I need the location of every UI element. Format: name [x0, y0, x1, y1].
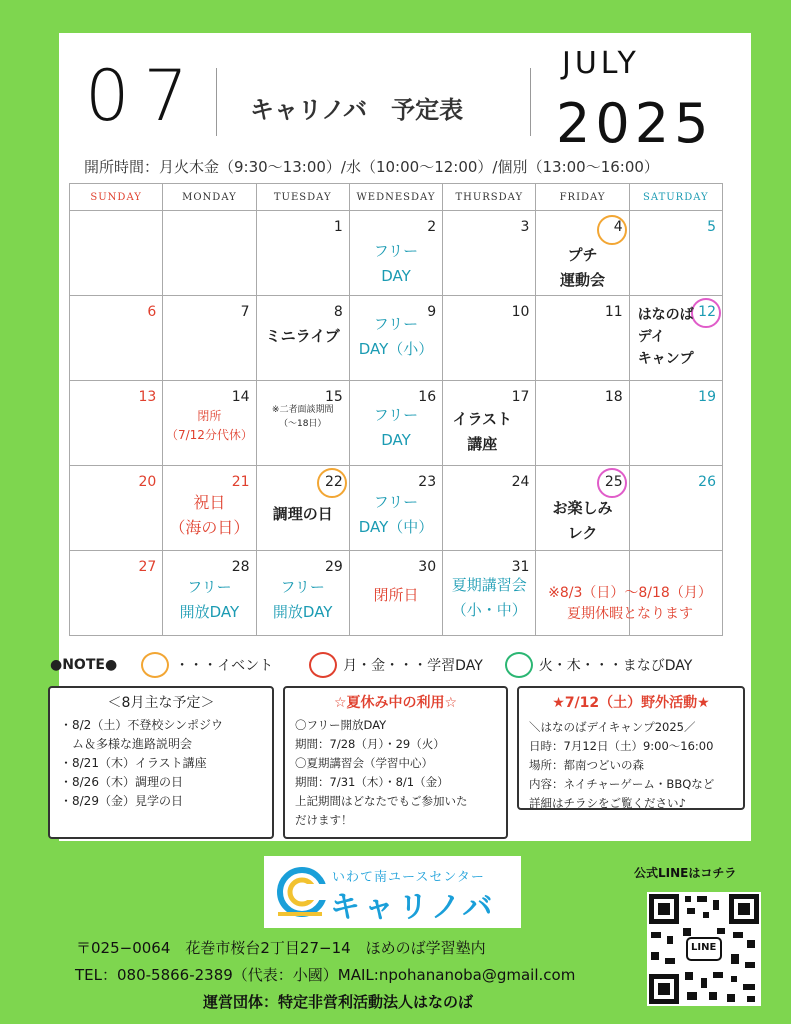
footer-contact[interactable]: TEL：080-5866-2389（代表：小國）MAIL:npohananoba@gmail.com	[75, 966, 576, 984]
footer	[0, 935, 640, 1016]
day-cell	[629, 381, 722, 466]
legend	[50, 652, 692, 678]
page-title: キャリノバ 予定表	[250, 96, 464, 124]
day-number: 24	[511, 474, 530, 490]
day-event: 祝日 （海の日）	[169, 493, 250, 537]
day-cell	[536, 381, 629, 466]
month-number: 07	[85, 55, 203, 137]
day-cell	[629, 466, 722, 551]
summer-break-note: ※8/3（日）〜8/18（月） 夏期休暇となります	[548, 585, 712, 622]
weekday-header: TUESDAY	[256, 184, 349, 211]
day-number: 10	[511, 304, 530, 320]
day-cell	[349, 551, 442, 636]
day-event: 夏期講習会 （小・中）	[451, 576, 527, 619]
weekday-header: WEDNESDAY	[349, 184, 442, 211]
day-number: 23	[418, 474, 437, 490]
day-number: 29	[325, 559, 343, 575]
day-cell	[163, 381, 256, 466]
weekday-header: FRIDAY	[536, 184, 629, 211]
legend-event: ・・・イベント	[175, 658, 274, 674]
day-cell	[256, 466, 349, 551]
day-event: フリー DAY（小）	[358, 315, 434, 358]
day-cell	[256, 381, 349, 466]
box-body: ・8/2（土）不登校シンポジウ ム＆多様な進路説明会 ・8/21（木）イラスト講座 ・8/26（木）調理の日 ・8/29（金）見学の日	[60, 718, 224, 808]
day-event: プチ 運動会	[560, 246, 606, 289]
calendar-week	[70, 211, 723, 296]
day-number: 14	[231, 389, 250, 405]
day-cell	[443, 466, 536, 551]
calendar-week	[70, 381, 723, 466]
event-ring-icon	[141, 652, 169, 678]
weekday-header: MONDAY	[163, 184, 256, 211]
day-event: 調理の日	[272, 505, 333, 523]
day-cell	[70, 296, 163, 381]
day-number: 11	[604, 304, 623, 320]
day-cell	[443, 296, 536, 381]
footer-address: 〒025−0064 花巻市桜台2丁目27−14 ほめのば学習塾内	[76, 939, 486, 957]
day-event: フリー DAY	[373, 406, 419, 449]
box-title: ☆夏休み中の利用☆	[333, 695, 458, 711]
day-number: 3	[520, 219, 530, 235]
day-event: フリー 開放DAY	[272, 578, 333, 621]
box-title: ★7/12（土）野外活動★	[552, 695, 710, 711]
header-divider	[530, 68, 531, 136]
org-logo	[264, 856, 521, 928]
legend-study: 月・金・・・学習DAY	[343, 658, 483, 674]
day-number: 26	[698, 474, 716, 490]
day-event: 閉所日	[373, 586, 419, 604]
qr-line-text: LINE	[691, 942, 717, 953]
day-number: 21	[231, 474, 250, 490]
study-ring-icon	[309, 652, 337, 678]
month-name: JULY	[562, 46, 640, 81]
day-cell	[349, 296, 442, 381]
logo-mark-icon	[272, 862, 332, 922]
day-event: イラスト 講座	[452, 410, 513, 453]
manabi-ring-icon	[505, 652, 533, 678]
weekday-header: SUNDAY	[70, 184, 163, 211]
day-number: 9	[427, 304, 437, 320]
day-cell	[443, 211, 536, 296]
day-event: フリー 開放DAY	[179, 578, 240, 621]
outdoor-activity-box	[517, 686, 745, 810]
header-divider	[216, 68, 217, 136]
year: 2025	[556, 92, 714, 155]
day-number: 28	[231, 559, 250, 575]
weekday-header-row	[70, 184, 723, 211]
day-number: 30	[418, 559, 437, 575]
august-schedule-box	[48, 686, 274, 839]
day-cell	[163, 296, 256, 381]
weekday-header: THURSDAY	[443, 184, 536, 211]
line-qr-code[interactable]	[647, 892, 761, 1006]
day-cell	[629, 211, 722, 296]
day-cell	[163, 466, 256, 551]
calendar-week	[70, 466, 723, 551]
legend-label: ●NOTE●	[50, 657, 118, 673]
day-cell	[443, 381, 536, 466]
day-event: 閉所 （7/12分代休）	[165, 409, 253, 442]
day-cell-empty	[70, 211, 163, 296]
day-number: 7	[240, 304, 250, 320]
day-cell	[70, 551, 163, 636]
day-number: 15	[325, 389, 343, 405]
day-number: 19	[698, 389, 716, 405]
day-cell	[256, 551, 349, 636]
day-cell	[536, 296, 629, 381]
day-number: 13	[138, 389, 157, 405]
day-cell	[70, 381, 163, 466]
box-body: ＼はなのばデイキャンプ2025／ 日時：7月12日（土）9:00〜16:00 場所：都南つどいの森 内容：ネイチャーゲーム・BBQなど 詳細はチラシをご覧ください♪	[529, 720, 715, 810]
day-number: 4	[613, 219, 623, 235]
logo-title: キャリノバ	[330, 890, 497, 925]
opening-hours: 開所時間：月火木金（9:30〜13:00）/水（10:00〜12:00）/個別（13:00〜16:00）	[84, 158, 659, 176]
day-number: 5	[707, 219, 716, 235]
day-number: 25	[604, 474, 623, 490]
day-cell-empty	[163, 211, 256, 296]
day-cell	[536, 466, 629, 551]
box-body: 〇フリー開放DAY 期間：7/28（月）・29（火） 〇夏期講習会（学習中心） 期間：7/31（木）・8/1（金） 上記期間はどなたでもご参加いた だけます！	[295, 718, 468, 827]
day-cell	[70, 466, 163, 551]
day-cell	[443, 551, 536, 636]
day-number: 17	[511, 389, 530, 405]
day-cell	[629, 296, 722, 381]
day-cell	[256, 296, 349, 381]
day-cell	[349, 211, 442, 296]
summer-usage-box	[283, 686, 508, 839]
legend-manabi: 火・木・・・まなびDAY	[538, 658, 693, 674]
day-event: フリー DAY	[373, 242, 419, 285]
line-label: 公式LINEはコチラ	[634, 866, 737, 880]
day-event: フリー DAY（中）	[358, 493, 434, 536]
day-event: お楽しみ レク	[552, 499, 613, 542]
day-event: ※二者面談期間 （〜18日）	[271, 405, 334, 429]
day-number: 6	[147, 304, 157, 320]
day-number: 1	[333, 219, 343, 235]
day-number: 22	[325, 474, 343, 490]
calendar-grid	[69, 183, 723, 636]
day-event: はなのば デイ キャンプ	[637, 307, 694, 367]
day-cell	[256, 211, 349, 296]
footer-org: 運営団体：特定非営利活動法人はなのば	[203, 993, 474, 1011]
weekday-header: SATURDAY	[629, 184, 722, 211]
day-cell	[536, 211, 629, 296]
day-number: 2	[427, 219, 437, 235]
day-number: 27	[138, 559, 157, 575]
calendar-week	[70, 296, 723, 381]
logo-subtitle: いわて南ユースセンター	[332, 870, 485, 885]
day-number: 12	[698, 304, 716, 320]
day-number: 18	[604, 389, 623, 405]
day-cell	[349, 466, 442, 551]
day-event: ミニライブ	[265, 327, 340, 345]
day-number: 31	[511, 559, 530, 575]
day-number: 8	[333, 304, 343, 320]
box-title: ＜8月主な予定＞	[107, 695, 215, 711]
day-number: 20	[138, 474, 157, 490]
day-number: 16	[418, 389, 437, 405]
day-cell	[163, 551, 256, 636]
